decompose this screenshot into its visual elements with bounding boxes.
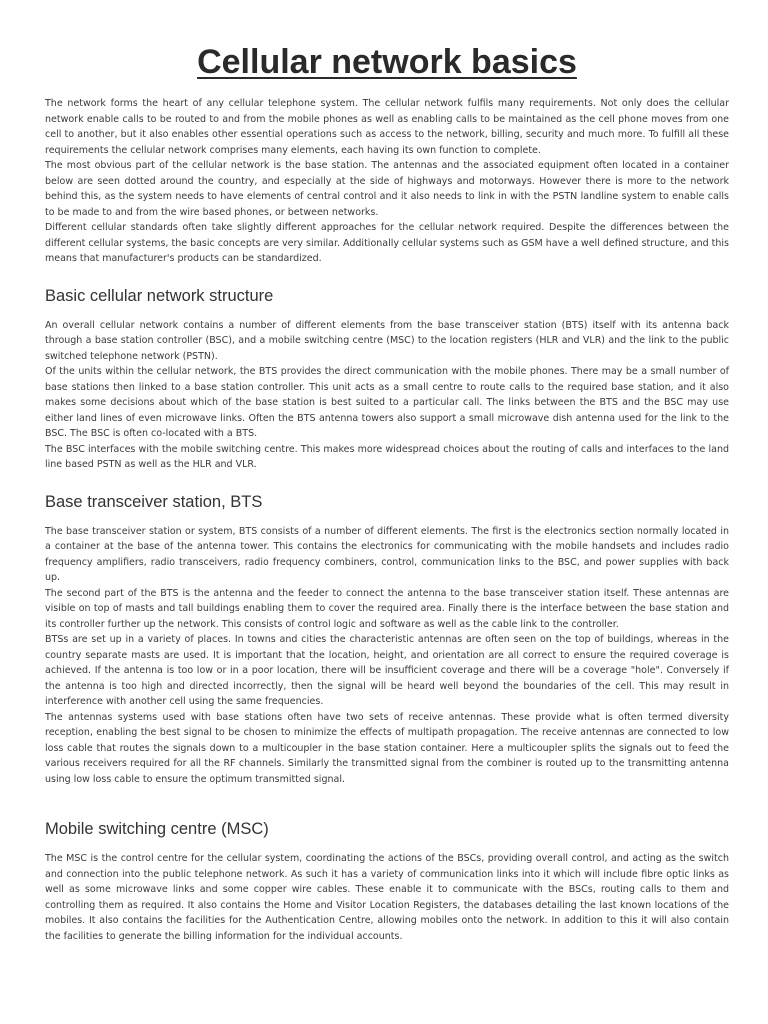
intro-paragraph: The most obvious part of the cellular network is the base station. The antennas and the associated equipment often located in a container below are seen dotted around the country, and especially at the side of highways and motorways. However there is more to the network behind this, as the system needs to have elements of central control and it also needs to link in with the PSTN landline system to enable calls to be made to and from the wire based phones, or between networks. (45, 160, 729, 218)
intro-paragraph: Different cellular standards often take slightly different approaches for the cellular network required. Despite the differences between the different cellular systems, the basic concepts are very similar. Additionally cellular systems such as GSM have a well defined structure, and this means that manufacturer's products can be standardized. (45, 222, 729, 264)
section-paragraph: The MSC is the control centre for the cellular system, coordinating the actions of the BSCs, providing overall control, and acting as the switch and connection into the public telephone network. As such it has a variety of communication links into it which will include fibre optic links as well as some microwave links and some copper wire cables. These enable it to communicate with the BSCs, routing calls to them and controlling them as required. It also contains the Home and Visitor Location Registers, the databases detailing the last known locations of the mobiles. It also contains the facilities for the Authentication Centre, allowing mobiles onto the network. In addition to this it will also contain the facilities to generate the billing information for the individual accounts. (45, 853, 729, 942)
section-heading: Mobile switching centre (MSC) (45, 820, 269, 838)
section-heading: Base transceiver station, BTS (45, 492, 263, 511)
section-msc (45, 819, 729, 944)
section-basic-structure (45, 286, 729, 473)
section-paragraph: Of the units within the cellular network, the BTS provides the direct communication with the mobile phones. There may be a small number of base stations then linked to a base station controller. This unit acts as a small centre to route calls to the required base station, and it also makes some decisions about which of the base station is best suited to a particular call. The links between the BTS and the BSC may use either land lines of even microwave links. Often the BTS antenna towers also support a small microwave dish antenna used for the link to the BSC. The BSC is often co-located with a BTS. (45, 366, 729, 439)
document-page (45, 40, 729, 944)
section-paragraph: The antennas systems used with base stations often have two sets of receive antennas. These provide what is often termed diversity reception, enabling the best signal to be chosen to minimize the effects of multipath propagation. The receive antennas are connected to low loss cable that routes the signals down to a multicoupler in the base station container. Here a multicoupler splits the signals out to feed the various receivers required for all the RF channels. Similarly the transmitted signal from the combiner is routed up to the transmitting antenna using low loss cable to ensure the optimum transmitted signal. (45, 711, 729, 785)
intro-section (45, 96, 729, 267)
intro-paragraph: The network forms the heart of any cellular telephone system. The cellular network fulfils many requirements. Not only does the cellular network enable calls to be routed to and from the mobile phones as well as enabling calls to be maintained as the cell phone moves from one cell to another, but it also enables other essential operations such as access to the network, billing, security and much more. To fulfill all these requirements the cellular network comprises many elements, each having its own function to complete. (45, 98, 729, 156)
section-paragraph: The second part of the BTS is the antenna and the feeder to connect the antenna to the base transceiver station itself. These antennas are visible on top of masts and tall buildings enabling them to cover the required area. Finally there is the interface between the base station and its controller further up the network. This consists of control logic and software as well as the cable link to the controller. (45, 587, 729, 630)
section-paragraph: An overall cellular network contains a number of different elements from the base transceiver station (BTS) itself with its antenna back through a base station controller (BSC), and a mobile switching centre (MSC) to the location registers (HLR and VLR) and the link to the public switched telephone network (PSTN). (45, 319, 729, 362)
section-paragraph: BTSs are set up in a variety of places. In towns and cities the characteristic antennas are often seen on the top of buildings, whereas in the country separate masts are used. It is important that the location, height, and orientation are all correct to ensure the required coverage is achieved. If the antenna is too low or in a poor location, there will be insufficient coverage and there will be a coverage "hole". Conversely if the antenna is too high and directed incorrectly, then the signal will be heard well beyond the boundaries of the cell. This may result in interference with another cell using the same frequencies. (45, 634, 729, 707)
page-title: Cellular network basics (197, 43, 577, 81)
section-paragraph: The base transceiver station or system, BTS consists of a number of different elements. The first is the electronics section normally located in a container at the base of the antenna tower. This contains the electronics for communicating with the mobile handsets and includes radio frequency amplifiers, radio transceivers, radio frequency combiners, control, communication links to the BSC, and power supplies with back up. (45, 525, 729, 583)
section-bts (45, 492, 729, 788)
section-paragraph: The BSC interfaces with the mobile switching centre. This makes more widespread choices about the routing of calls and interfaces to the land line based PSTN as well as the HLR and VLR. (45, 443, 729, 470)
section-heading: Basic cellular network structure (45, 286, 274, 305)
